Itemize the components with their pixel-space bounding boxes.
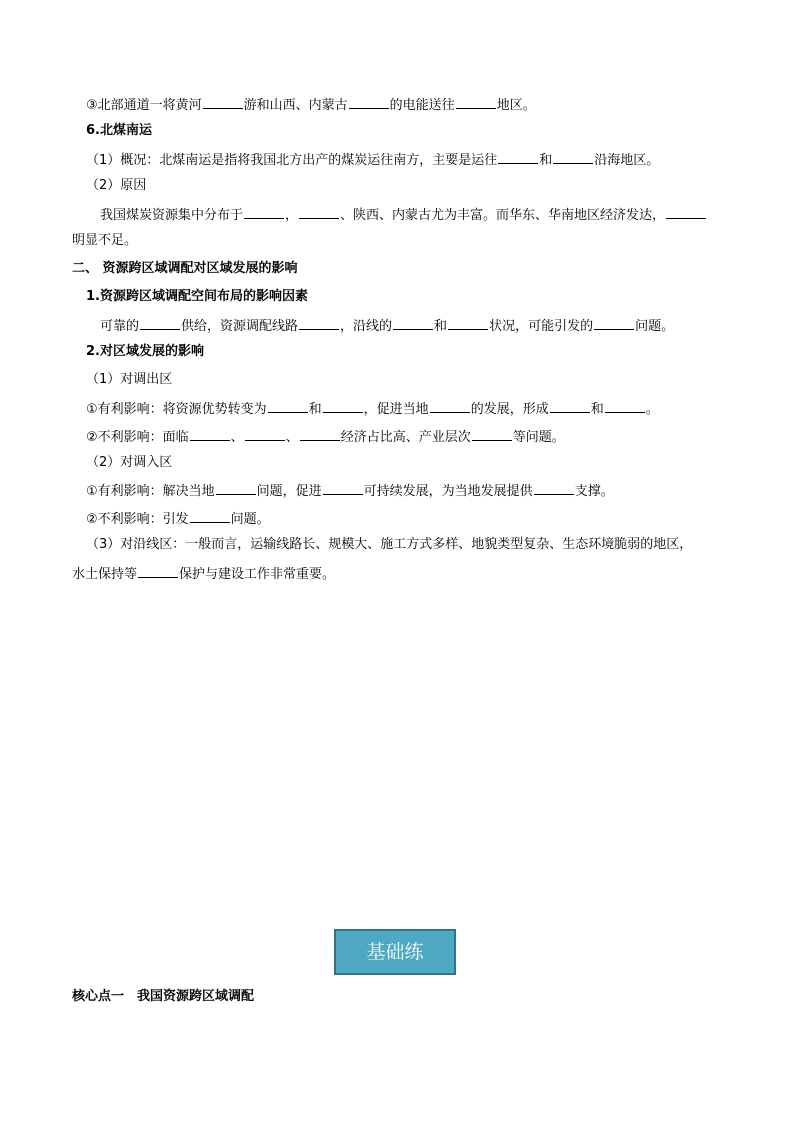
text-line: ②不利影响：引发 问题。: [86, 508, 270, 530]
text-line: （3）对沿线区：一般而言，运输线路长、规模大、施工方式多样、地貌类型复杂、生态环境脆弱的地区，: [86, 537, 693, 552]
text-line: ②不利影响：面临 、 、 经济占比高、产业层次 等问题。: [86, 426, 565, 448]
text-line: （1）概况：北煤南运是指将我国北方出产的煤炭运往南方，主要是运往 和 沿海地区。: [86, 149, 659, 171]
text-line: ①有利影响：解决当地 问题，促进 可持续发展，为当地发展提供 支撑。: [86, 480, 614, 502]
core-point-heading: 核心点一 我国资源跨区域调配: [72, 989, 255, 1004]
text-line: ③北部通道一将黄河 游和山西、内蒙古 的电能送往 地区。: [86, 94, 536, 116]
basic-practice-button[interactable]: 基础练: [334, 929, 456, 975]
text-line: ①有利影响：将资源优势转变为 和 ，促进当地 的发展，形成 和 。: [86, 398, 659, 420]
section-heading: 2.对区域发展的影响: [86, 344, 204, 359]
section-heading: 6.北煤南运: [86, 123, 152, 138]
text-line: 我国煤炭资源集中分布于 ， 、陕西、内蒙古尤为丰富。而华东、华南地区经济发达，: [100, 204, 707, 226]
subheading: （2）原因: [86, 178, 147, 193]
subheading: （1）对调出区: [86, 372, 173, 387]
text-line: 可靠的 供给，资源调配线路 ，沿线的 和 状况，可能引发的 问题。: [100, 315, 674, 337]
text-line: 明显不足。: [72, 233, 138, 248]
text-line: 水土保持等 保护与建设工作非常重要。: [72, 563, 335, 585]
chapter-heading: 二、 资源跨区域调配对区域发展的影响: [72, 261, 298, 276]
section-heading: 1.资源跨区域调配空间布局的影响因素: [86, 289, 308, 304]
subheading: （2）对调入区: [86, 455, 173, 470]
